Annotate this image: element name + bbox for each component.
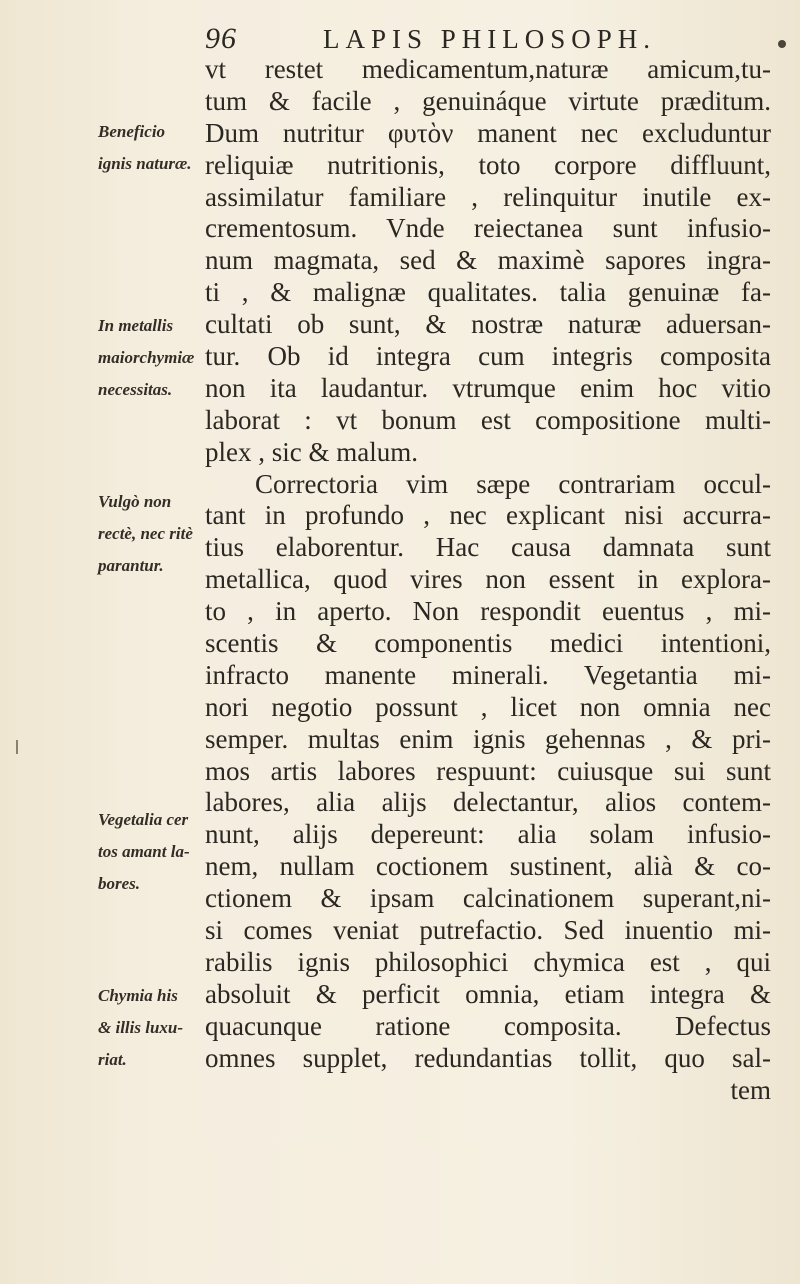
text-line: labores, alia aliјs delectantur, alios contem- — [205, 787, 771, 818]
margin-note — [98, 486, 193, 582]
margin-note-line: necessitas. — [98, 380, 173, 399]
margin-note — [98, 116, 192, 180]
text-line: nem, nullam coctionem sustinent, alià & co- — [205, 851, 771, 882]
margin-note-line: In metallis — [98, 316, 174, 335]
text-line: tur. Ob id integra cum integris composita — [205, 341, 771, 372]
text-line: tius elaborentur. Hac causa damnata sunt — [205, 532, 771, 563]
text-line: non ita laudantur. vtrumque enim hoc vitio — [205, 372, 771, 403]
margin-note-line: riat. — [98, 1050, 127, 1069]
text-line: Dum nutritur φυτὸν manent nec excluduntur — [205, 117, 771, 148]
text-line: mos artis labores respuunt: cuiusque sui sunt — [205, 755, 771, 786]
text-line: nori negotio possunt , licet non omnia nec — [205, 691, 771, 722]
text-line: infracto manente minerali. Vegetantia mi- — [205, 659, 771, 690]
margin-note-line: tos amant la- — [98, 842, 190, 861]
catchword: tem — [730, 1074, 771, 1105]
margin-note — [98, 980, 183, 1076]
text-line: reliquiæ nutritionis, toto corpore diffluunt, — [205, 149, 771, 180]
margin-note — [98, 804, 190, 900]
text-line: assimilatur familiare , relinquitur inutile ex- — [205, 181, 771, 212]
margin-note-line: bores. — [98, 874, 141, 893]
margin-note-line: maiorchymiæ — [98, 348, 195, 367]
text-line: rabilis ignis philosophici chymica est , qui — [205, 946, 771, 977]
text-line: num magmata, sed & maximè sapores ingra- — [205, 245, 771, 276]
text-line: tum & facile , genuináque virtute præditum. — [205, 85, 771, 116]
ink-spot — [778, 40, 786, 48]
margin-note-line: Vegetalia cer — [98, 810, 189, 829]
text-line: omnes supplet, redundantias tollit, quo sal- — [205, 1042, 771, 1073]
margin-note-line: ignis naturæ. — [98, 154, 192, 173]
text-line: semper. multas enim ignis gehennas , & pri- — [205, 723, 771, 754]
text-line: si comes veniat putrefactio. Sed inuentio mi- — [205, 915, 771, 946]
text-line: nunt, aliјs depereunt: alia solam infusio- — [205, 819, 771, 850]
text-line: quacunque ratione composita. Defectus — [205, 1010, 771, 1041]
margin-note-line: Beneficio — [98, 122, 166, 141]
text-line: vt restet medicamentum,naturæ amicum,tu- — [205, 54, 771, 84]
page-number: 96 — [205, 22, 237, 55]
margin-note — [98, 310, 194, 406]
margin-note-line: & illis luxu- — [98, 1018, 184, 1037]
margin-notes — [0, 0, 205, 1284]
margin-note-line: rectè, nec ritè — [98, 524, 193, 543]
margin-note-line: Vulgò non — [98, 492, 172, 511]
text-line: Correctoria vim sæpe contrariam occul- — [255, 468, 771, 499]
text-line: ti , & malignæ qualitates. talia genuinæ fa- — [205, 277, 771, 308]
text-line: absoluit & perficit omnia, etiam integra & — [205, 978, 771, 1009]
text-line: scentis & componentis medici intentioni, — [205, 628, 771, 659]
text-line: tant in profundo , nec explicant nisi accurra- — [205, 500, 771, 531]
text-line: ctionem & ipsam calcinationem superant,ni- — [205, 883, 771, 914]
text-line: cultati ob sunt, & nostræ naturæ aduersan- — [205, 309, 771, 340]
body-text — [205, 54, 771, 1106]
margin-note-line: parantur. — [98, 556, 164, 575]
text-line: laborat : vt bonum est compositione multi- — [205, 404, 771, 435]
margin-note-line: Chymia his — [98, 986, 178, 1005]
running-head: LAPIS PHILOSOPH. — [323, 24, 657, 54]
text-line: plex , sic & malum. — [205, 436, 418, 467]
text-line: metallica, quod vires non essent in explora- — [205, 564, 771, 595]
text-line: crementosum. Vnde reiectanea sunt infusio- — [205, 213, 771, 244]
text-line: to , in aperto. Non respondit euentus , mi- — [205, 596, 771, 627]
